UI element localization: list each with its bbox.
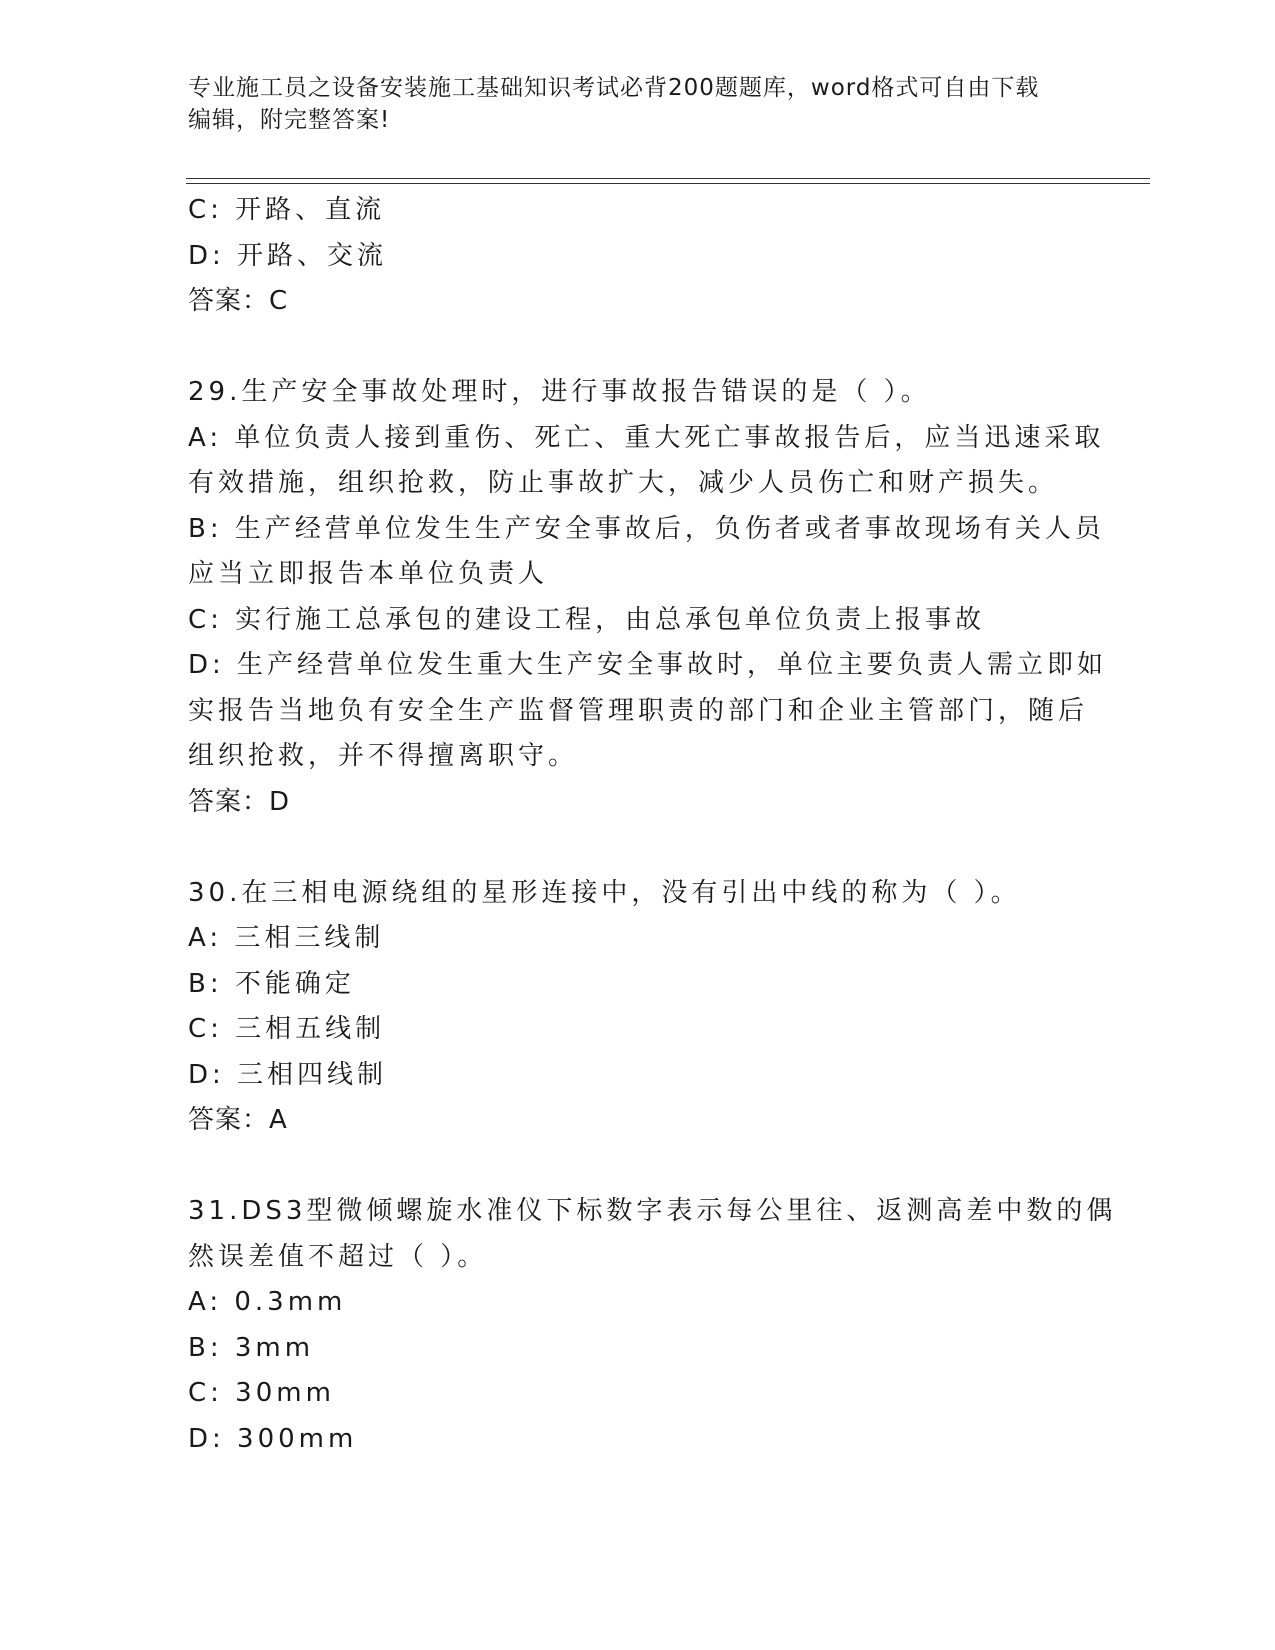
question-stem: 29.生产安全事故处理时，进行事故报告错误的是（ ）。 <box>188 377 931 407</box>
document-body <box>188 188 1117 1462</box>
option-d-cont: 实报告当地负有安全生产监督管理职责的部门和企业主管部门，随后 <box>188 695 1089 726</box>
document-header <box>188 72 1088 136</box>
answer-line: 答案：A <box>188 1105 288 1135</box>
option-a-cont: 有效措施，组织抢救，防止事故扩大，减少人员伤亡和财产损失。 <box>188 468 1059 498</box>
question-stem: 31.DS3型微倾螺旋水准仪下标数字表示每公里往、返测高差中数的偶 <box>188 1196 1117 1226</box>
header-line-2: 编辑，附完整答案! <box>188 107 391 133</box>
option-d-cont: 组织抢救，并不得擅离职守。 <box>188 741 579 771</box>
option-b: B: 3mm <box>188 1332 315 1363</box>
question-block-29 <box>188 370 1108 825</box>
option-c: C: 30mm <box>188 1378 335 1408</box>
option-b: B: 生产经营单位发生生产安全事故后，负伤者或者事故现场有关人员 <box>188 513 1105 544</box>
spacer <box>188 325 1088 371</box>
spacer <box>188 1144 1088 1190</box>
option-b-cont: 应当立即报告本单位负责人 <box>188 559 549 589</box>
question-block-30 <box>188 871 1088 1144</box>
answer-line: 答案：D <box>188 786 291 817</box>
option-d: D: 三相四线制 <box>188 1059 388 1090</box>
question-block-31 <box>188 1189 1117 1462</box>
option-a: A: 单位负责人接到重伤、死亡、重大死亡事故报告后，应当迅速采取 <box>188 422 1105 453</box>
option-a: A: 三相三线制 <box>188 923 385 953</box>
header-line-1: 专业施工员之设备安装施工基础知识考试必背200题题库，word格式可自由下载 <box>188 75 1040 101</box>
spacer <box>188 825 1088 871</box>
option-a: A: 0.3mm <box>188 1287 347 1317</box>
question-stem-cont: 然误差值不超过（ ）。 <box>188 1241 488 1272</box>
option-d: D: 开路、交流 <box>188 240 388 271</box>
header-divider-bottom <box>186 183 1150 184</box>
option-b: B: 不能确定 <box>188 968 355 999</box>
option-c: C: 实行施工总承包的建设工程，由总承包单位负责上报事故 <box>188 604 986 635</box>
option-d: D: 生产经营单位发生重大生产安全事故时，单位主要负责人需立即如 <box>188 650 1108 680</box>
question-stem: 30.在三相电源绕组的星形连接中，没有引出中线的称为（ ）。 <box>188 877 1021 908</box>
option-d: D: 300mm <box>188 1423 358 1454</box>
option-c: C: 三相五线制 <box>188 1014 386 1044</box>
answer-line: 答案：C <box>188 286 289 316</box>
header-divider-top <box>186 178 1150 179</box>
question-block-prev <box>188 188 1088 325</box>
option-c: C: 开路、直流 <box>188 195 386 225</box>
